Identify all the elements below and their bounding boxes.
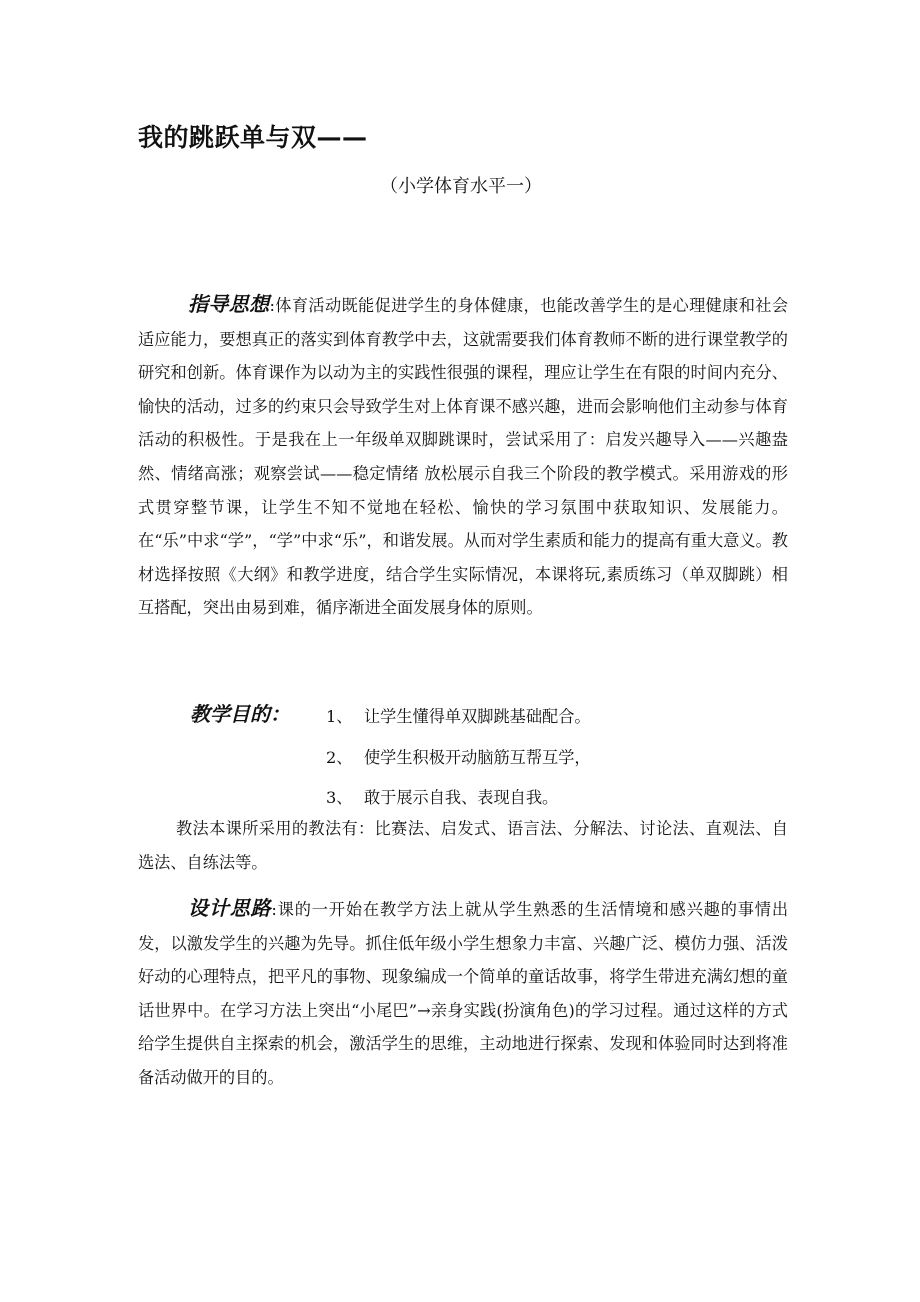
teaching-goal-number: 2、 <box>326 748 353 767</box>
teaching-goal-number: 1、 <box>326 707 353 726</box>
teaching-goals-heading: 教学目的： <box>190 702 290 726</box>
design-idea-text: :课的一开始在教学方法上就从学生熟悉的生活情境和感兴趣的事情出发，以激发学生的兴趣为先导。抓住低年级小学生想象力丰富、兴趣广泛、模仿力强、活泼好动的心理特点，把平凡的事物、现象编成一个简单的童话故事，将学生带进充满幻想的童话世界中。在学习方法上突出“小尾巴”→亲身实践(扮演角色)的学习过程。通过这样的方式给学生提供自主探索的机会，激活学生的思维，主动地进行探索、发现和体验同时达到将准备活动做开的目的。 <box>138 900 789 1087</box>
teaching-goal-number: 3、 <box>326 788 353 807</box>
document-subtitle: （小学体育水平一） <box>380 176 542 197</box>
guiding-thought-heading: 指导思想 <box>188 292 270 316</box>
guiding-thought-text: :体育活动既能促进学生的身体健康，也能改善学生的是心理健康和社会适应能力，要想真正的落实到体育教学中去，这就需要我们体育教师不断的进行课堂教学的研究和创新。体育课作为以动为主的实践性很强的课程，理应让学生在有限的时间内充分、愉快的活动，过多的约束只会导致学生对上体育课不感兴趣，进而会影响他们主动参与体育活动的积极性。于是我在上一年级单双脚跳课时，尝试采用了：启发兴趣导入——兴趣盎然、情绪高涨；观察尝试——稳定情绪 放松展示自我三个阶段的教学模式。采用游戏的形式贯穿整节课，让学生不知不觉地在轻松、愉快的学习氛围中获取知识、发展能力。在“乐”中求“学”，“学”中求“乐”，和谐发展。从而对学生素质和能力的提高有重大意义。教材选择按照《大纲》和教学进度，结合学生实际情况，本课将玩,素质练习（单双脚跳）相互搭配，突出由易到难，循序渐进全面发展身体的原则。 <box>138 296 789 618</box>
teaching-goal-text: 敢于展示自我、表现自我。 <box>364 788 559 807</box>
teaching-goal-text: 让学生懂得单双脚跳基础配合。 <box>364 707 591 726</box>
design-idea-paragraph <box>138 892 788 1095</box>
teaching-methods-paragraph: 教法本课所采用的教法有：比赛法、启发式、语言法、分解法、讨论法、直观法、自选法、自练法等。 <box>138 819 788 872</box>
teaching-goal-text: 使学生积极开动脑筋互帮互学， <box>364 748 591 767</box>
guiding-thought-paragraph <box>138 288 788 625</box>
document-title: 我的跳跃单与双—— <box>138 123 368 152</box>
design-idea-heading: 设计思路 <box>188 896 272 920</box>
